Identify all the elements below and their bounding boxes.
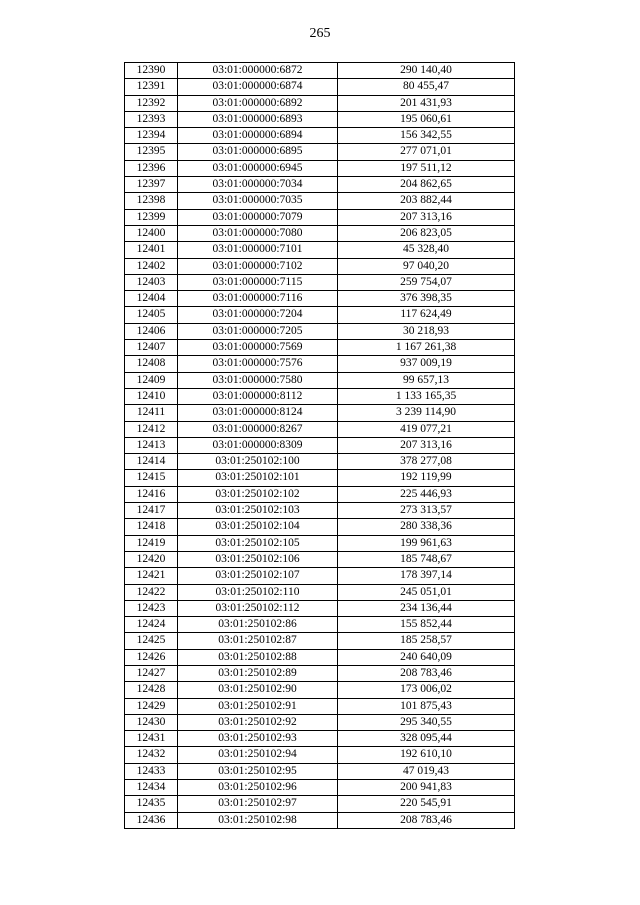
cadastral-value-cell: 245 051,01 xyxy=(338,584,515,600)
row-number-cell: 12427 xyxy=(125,665,178,681)
row-number-cell: 12431 xyxy=(125,731,178,747)
cadastral-value-cell: 376 398,35 xyxy=(338,291,515,307)
row-number-cell: 12421 xyxy=(125,568,178,584)
cadastral-number-cell: 03:01:000000:6872 xyxy=(178,63,338,79)
cadastral-number-cell: 03:01:250102:91 xyxy=(178,698,338,714)
cadastral-value-cell: 47 019,43 xyxy=(338,763,515,779)
row-number-cell: 12423 xyxy=(125,600,178,616)
cadastral-number-cell: 03:01:000000:7080 xyxy=(178,225,338,241)
cadastral-value-cell: 192 610,10 xyxy=(338,747,515,763)
table-row xyxy=(125,551,515,567)
cadastral-value-cell: 937 009,19 xyxy=(338,356,515,372)
table-row xyxy=(125,274,515,290)
cadastral-number-cell: 03:01:250102:100 xyxy=(178,454,338,470)
cadastral-number-cell: 03:01:250102:106 xyxy=(178,551,338,567)
cadastral-value-cell: 280 338,36 xyxy=(338,519,515,535)
table-row xyxy=(125,519,515,535)
row-number-cell: 12399 xyxy=(125,209,178,225)
cadastral-value-cell: 155 852,44 xyxy=(338,617,515,633)
table-row xyxy=(125,600,515,616)
cadastral-number-cell: 03:01:000000:6874 xyxy=(178,79,338,95)
cadastral-value-cell: 200 941,83 xyxy=(338,780,515,796)
cadastral-value-cell: 208 783,46 xyxy=(338,665,515,681)
table-row xyxy=(125,128,515,144)
cadastral-number-cell: 03:01:000000:7102 xyxy=(178,258,338,274)
cadastral-value-cell: 225 446,93 xyxy=(338,486,515,502)
table-body xyxy=(125,63,515,829)
row-number-cell: 12400 xyxy=(125,225,178,241)
cadastral-value-cell: 273 313,57 xyxy=(338,503,515,519)
cadastral-value-cell: 204 862,65 xyxy=(338,177,515,193)
cadastral-number-cell: 03:01:250102:107 xyxy=(178,568,338,584)
row-number-cell: 12393 xyxy=(125,111,178,127)
cadastral-number-cell: 03:01:000000:7204 xyxy=(178,307,338,323)
table-row xyxy=(125,193,515,209)
table-row xyxy=(125,242,515,258)
table-row xyxy=(125,177,515,193)
table-row xyxy=(125,307,515,323)
row-number-cell: 12424 xyxy=(125,617,178,633)
table-row xyxy=(125,340,515,356)
cadastral-number-cell: 03:01:000000:6892 xyxy=(178,95,338,111)
cadastral-value-cell: 199 961,63 xyxy=(338,535,515,551)
table-row xyxy=(125,780,515,796)
row-number-cell: 12436 xyxy=(125,812,178,828)
row-number-cell: 12392 xyxy=(125,95,178,111)
cadastral-number-cell: 03:01:000000:7205 xyxy=(178,323,338,339)
table-row xyxy=(125,535,515,551)
cadastral-value-cell: 101 875,43 xyxy=(338,698,515,714)
table-row xyxy=(125,665,515,681)
cadastral-value-cell: 97 040,20 xyxy=(338,258,515,274)
cadastral-value-cell: 206 823,05 xyxy=(338,225,515,241)
row-number-cell: 12401 xyxy=(125,242,178,258)
cadastral-number-cell: 03:01:250102:101 xyxy=(178,470,338,486)
cadastral-value-cell: 328 095,44 xyxy=(338,731,515,747)
table-row xyxy=(125,111,515,127)
cadastral-value-cell: 117 624,49 xyxy=(338,307,515,323)
row-number-cell: 12426 xyxy=(125,649,178,665)
row-number-cell: 12407 xyxy=(125,340,178,356)
cadastral-number-cell: 03:01:000000:8112 xyxy=(178,388,338,404)
page-number: 265 xyxy=(309,26,331,41)
table-row xyxy=(125,63,515,79)
cadastral-value-cell: 178 397,14 xyxy=(338,568,515,584)
cadastral-number-cell: 03:01:000000:6945 xyxy=(178,160,338,176)
cadastral-value-cell: 185 748,67 xyxy=(338,551,515,567)
row-number-cell: 12413 xyxy=(125,437,178,453)
row-number-cell: 12408 xyxy=(125,356,178,372)
row-number-cell: 12419 xyxy=(125,535,178,551)
table-row xyxy=(125,747,515,763)
cadastral-number-cell: 03:01:000000:6893 xyxy=(178,111,338,127)
cadastral-value-cell: 203 882,44 xyxy=(338,193,515,209)
cadastral-number-cell: 03:01:000000:7035 xyxy=(178,193,338,209)
cadastral-number-cell: 03:01:000000:8124 xyxy=(178,405,338,421)
row-number-cell: 12403 xyxy=(125,274,178,290)
row-number-cell: 12414 xyxy=(125,454,178,470)
row-number-cell: 12422 xyxy=(125,584,178,600)
cadastral-value-cell: 234 136,44 xyxy=(338,600,515,616)
cadastral-number-cell: 03:01:250102:110 xyxy=(178,584,338,600)
table-row xyxy=(125,437,515,453)
table-row xyxy=(125,584,515,600)
cadastral-number-cell: 03:01:250102:102 xyxy=(178,486,338,502)
row-number-cell: 12406 xyxy=(125,323,178,339)
table-row xyxy=(125,356,515,372)
table-row xyxy=(125,258,515,274)
table-row xyxy=(125,388,515,404)
table-row xyxy=(125,714,515,730)
cadastral-number-cell: 03:01:250102:88 xyxy=(178,649,338,665)
cadastral-value-cell: 3 239 114,90 xyxy=(338,405,515,421)
table-row xyxy=(125,454,515,470)
row-number-cell: 12404 xyxy=(125,291,178,307)
cadastral-value-cell: 45 328,40 xyxy=(338,242,515,258)
cadastral-value-cell: 1 167 261,38 xyxy=(338,340,515,356)
table-row xyxy=(125,323,515,339)
cadastral-number-cell: 03:01:000000:6894 xyxy=(178,128,338,144)
cadastral-value-cell: 220 545,91 xyxy=(338,796,515,812)
table-row xyxy=(125,291,515,307)
cadastral-number-cell: 03:01:250102:87 xyxy=(178,633,338,649)
row-number-cell: 12395 xyxy=(125,144,178,160)
cadastral-number-cell: 03:01:000000:7079 xyxy=(178,209,338,225)
table-row xyxy=(125,682,515,698)
row-number-cell: 12425 xyxy=(125,633,178,649)
cadastral-number-cell: 03:01:000000:8267 xyxy=(178,421,338,437)
table-row xyxy=(125,144,515,160)
cadastral-number-cell: 03:01:000000:7101 xyxy=(178,242,338,258)
row-number-cell: 12415 xyxy=(125,470,178,486)
table-row xyxy=(125,812,515,828)
cadastral-value-cell: 419 077,21 xyxy=(338,421,515,437)
cadastral-value-cell: 80 455,47 xyxy=(338,79,515,95)
cadastral-value-cell: 197 511,12 xyxy=(338,160,515,176)
cadastral-value-cell: 185 258,57 xyxy=(338,633,515,649)
cadastral-number-cell: 03:01:250102:92 xyxy=(178,714,338,730)
cadastral-number-cell: 03:01:250102:112 xyxy=(178,600,338,616)
row-number-cell: 12433 xyxy=(125,763,178,779)
row-number-cell: 12390 xyxy=(125,63,178,79)
cadastral-value-cell: 30 218,93 xyxy=(338,323,515,339)
cadastral-number-cell: 03:01:000000:8309 xyxy=(178,437,338,453)
row-number-cell: 12402 xyxy=(125,258,178,274)
table-row xyxy=(125,617,515,633)
cadastral-number-cell: 03:01:250102:89 xyxy=(178,665,338,681)
table-row xyxy=(125,796,515,812)
table-row xyxy=(125,209,515,225)
cadastral-number-cell: 03:01:000000:7116 xyxy=(178,291,338,307)
table-row xyxy=(125,486,515,502)
row-number-cell: 12396 xyxy=(125,160,178,176)
row-number-cell: 12410 xyxy=(125,388,178,404)
table-row xyxy=(125,470,515,486)
row-number-cell: 12420 xyxy=(125,551,178,567)
cadastral-number-cell: 03:01:000000:7034 xyxy=(178,177,338,193)
cadastral-value-table xyxy=(124,62,515,829)
table-row xyxy=(125,95,515,111)
cadastral-number-cell: 03:01:000000:6895 xyxy=(178,144,338,160)
cadastral-number-cell: 03:01:250102:98 xyxy=(178,812,338,828)
cadastral-value-cell: 173 006,02 xyxy=(338,682,515,698)
cadastral-number-cell: 03:01:250102:95 xyxy=(178,763,338,779)
cadastral-number-cell: 03:01:250102:90 xyxy=(178,682,338,698)
cadastral-number-cell: 03:01:250102:94 xyxy=(178,747,338,763)
cadastral-value-cell: 192 119,99 xyxy=(338,470,515,486)
cadastral-number-cell: 03:01:250102:104 xyxy=(178,519,338,535)
row-number-cell: 12391 xyxy=(125,79,178,95)
table-row xyxy=(125,763,515,779)
table-row xyxy=(125,421,515,437)
table-row xyxy=(125,633,515,649)
row-number-cell: 12417 xyxy=(125,503,178,519)
cadastral-value-cell: 290 140,40 xyxy=(338,63,515,79)
row-number-cell: 12411 xyxy=(125,405,178,421)
cadastral-number-cell: 03:01:250102:105 xyxy=(178,535,338,551)
cadastral-value-cell: 207 313,16 xyxy=(338,437,515,453)
cadastral-value-cell: 201 431,93 xyxy=(338,95,515,111)
cadastral-number-cell: 03:01:250102:93 xyxy=(178,731,338,747)
cadastral-value-cell: 295 340,55 xyxy=(338,714,515,730)
table-row xyxy=(125,160,515,176)
row-number-cell: 12416 xyxy=(125,486,178,502)
row-number-cell: 12394 xyxy=(125,128,178,144)
cadastral-value-cell: 208 783,46 xyxy=(338,812,515,828)
cadastral-value-cell: 195 060,61 xyxy=(338,111,515,127)
row-number-cell: 12398 xyxy=(125,193,178,209)
row-number-cell: 12429 xyxy=(125,698,178,714)
cadastral-number-cell: 03:01:000000:7580 xyxy=(178,372,338,388)
table-row xyxy=(125,79,515,95)
table-row xyxy=(125,568,515,584)
cadastral-number-cell: 03:01:250102:96 xyxy=(178,780,338,796)
cadastral-value-cell: 277 071,01 xyxy=(338,144,515,160)
table-row xyxy=(125,225,515,241)
cadastral-number-cell: 03:01:000000:7115 xyxy=(178,274,338,290)
row-number-cell: 12435 xyxy=(125,796,178,812)
table-row xyxy=(125,503,515,519)
row-number-cell: 12412 xyxy=(125,421,178,437)
cadastral-value-cell: 240 640,09 xyxy=(338,649,515,665)
row-number-cell: 12428 xyxy=(125,682,178,698)
table-row xyxy=(125,649,515,665)
cadastral-value-cell: 207 313,16 xyxy=(338,209,515,225)
table-row xyxy=(125,731,515,747)
row-number-cell: 12418 xyxy=(125,519,178,535)
cadastral-number-cell: 03:01:250102:103 xyxy=(178,503,338,519)
cadastral-number-cell: 03:01:250102:86 xyxy=(178,617,338,633)
table-row xyxy=(125,698,515,714)
row-number-cell: 12434 xyxy=(125,780,178,796)
row-number-cell: 12430 xyxy=(125,714,178,730)
cadastral-value-cell: 1 133 165,35 xyxy=(338,388,515,404)
row-number-cell: 12432 xyxy=(125,747,178,763)
cadastral-value-cell: 259 754,07 xyxy=(338,274,515,290)
cadastral-value-cell: 378 277,08 xyxy=(338,454,515,470)
row-number-cell: 12409 xyxy=(125,372,178,388)
row-number-cell: 12405 xyxy=(125,307,178,323)
table-row xyxy=(125,372,515,388)
table-row xyxy=(125,405,515,421)
cadastral-number-cell: 03:01:000000:7576 xyxy=(178,356,338,372)
row-number-cell: 12397 xyxy=(125,177,178,193)
cadastral-number-cell: 03:01:000000:7569 xyxy=(178,340,338,356)
cadastral-value-cell: 99 657,13 xyxy=(338,372,515,388)
cadastral-number-cell: 03:01:250102:97 xyxy=(178,796,338,812)
cadastral-value-cell: 156 342,55 xyxy=(338,128,515,144)
